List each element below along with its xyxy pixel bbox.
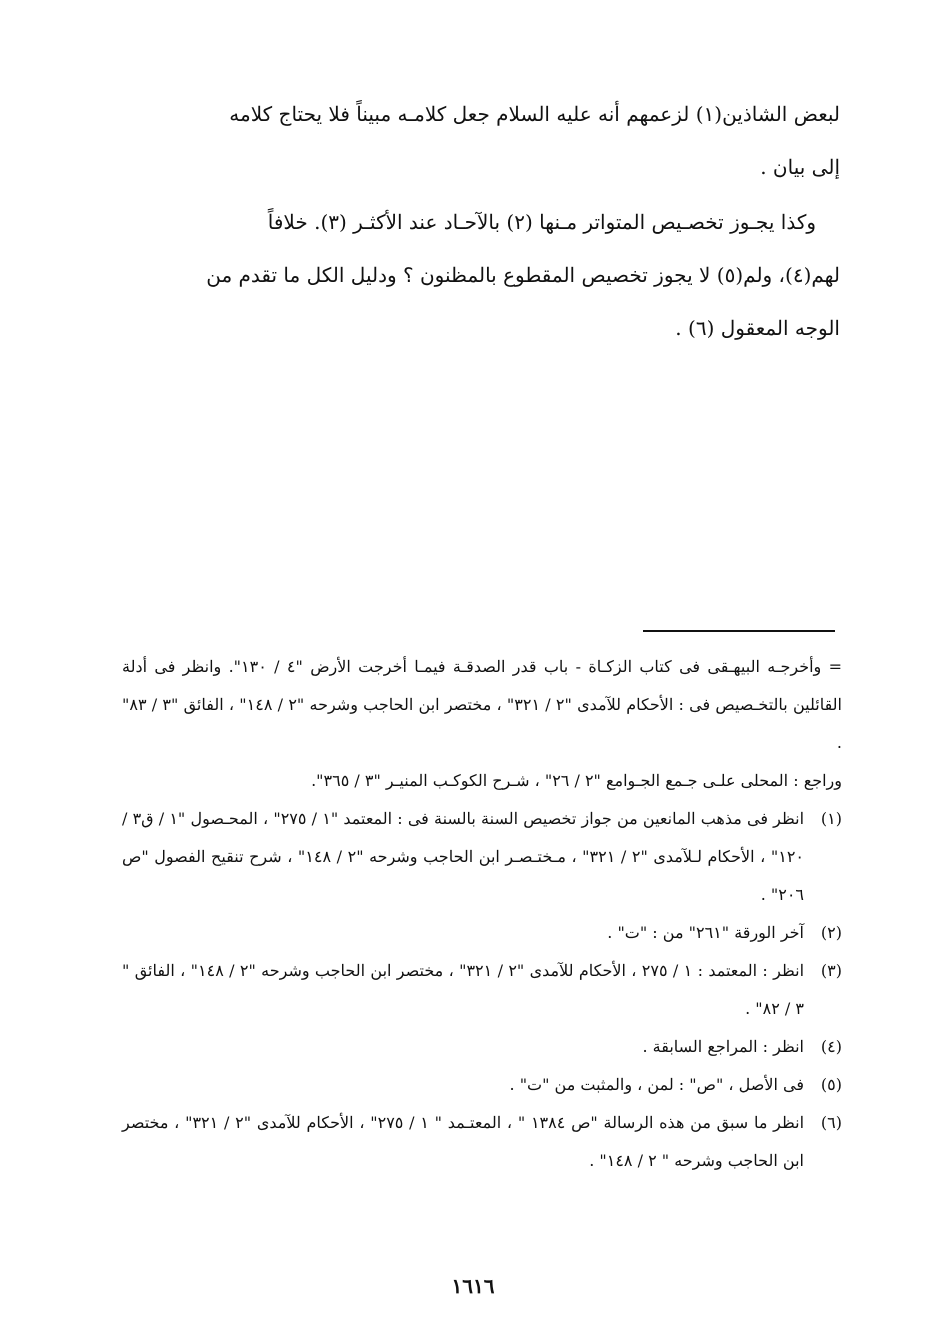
- footnote-text: انظر فى مذهب المانعين من جواز تخصيص السنة بالسنة فى : المعتمد "١ / ٢٧٥" ، المحـصول "١ / ق٣ / ١٢٠" ، الأحكام لـلآمدى "٢ / ٣٢١" ، مـختـصـر ابن الحاجب وشرحه "٢ / ١٤٨" ، شرح تنقيح الفصول "ص ٢٠٦" .: [122, 809, 805, 904]
- paragraph-2-line-2: لهم(٤)، ولم(٥) لا يجوز تخصيص المقطوع بالمظنون ؟ ودليل الكل ما تقدم من: [206, 263, 840, 287]
- footnote-5: [122, 1066, 842, 1104]
- footnote-text: انظر : المعتمد : ١ / ٢٧٥ ، الأحكام للآمدى "٢ / ٣٢١" ، مختصر ابن الحاجب وشرحه "٢ / ١٤٨" ، الفائق " ٣ / ٨٢" .: [122, 961, 805, 1018]
- footnote-continuation-2-text: وراجع : المحلى علـى جـمع الجـوامع "٢ / ٢٦" ، شـرح الكوكـب المنيـر "٣ / ٣٦٥".: [311, 771, 842, 790]
- footnote-number: (١): [820, 809, 842, 828]
- footnote-text: انظر : المراجع السابقة .: [642, 1037, 804, 1056]
- footnote-6: [122, 1104, 842, 1180]
- footnote-text: فى الأصل ، "ص" : لمن ، والمثبت من "ت" .: [509, 1075, 804, 1094]
- footnote-3: [122, 952, 842, 1028]
- footnote-continuation-2: [122, 762, 842, 800]
- footnote-4: [122, 1028, 842, 1066]
- footnote-2: [122, 914, 842, 952]
- footnote-continuation-1-text: = وأخرجـه البيهـقى فى كتاب الزكـاة - باب قدر الصدقـة فيمـا أخرجت الأرض "٤ / ١٣٠". وانظر فى أدلة القائلين بالتخـصيص فى : الأحكام للآمدى "٢ / ٣٢١" ، مختصر ابن الحاجب وشرحه "٢ / ١٤٨" ، الفائق "٣ / ٨٣" .: [122, 657, 843, 752]
- paragraph-1-line-1: لبعض الشاذين(١) لزعمهم أنه عليه السلام جعل كلامـه مبيناً فلا يحتاج كلامه: [229, 102, 840, 126]
- footnote-separator: [643, 630, 835, 632]
- footnote-text: آخر الورقة "٢٦١" من : "ت" .: [607, 923, 804, 942]
- paragraph-2-line-3: الوجه المعقول (٦) .: [675, 316, 840, 340]
- paragraph-1-line-2: إلى بيان .: [760, 155, 840, 179]
- footnote-number: (٤): [820, 1037, 842, 1056]
- footnote-1: [122, 800, 842, 914]
- paragraph-2: [128, 196, 840, 355]
- main-text-block: [128, 88, 840, 355]
- paragraph-2-line-1: وكذا يجـوز تخصـيص المتواتر مـنها (٢) بالآحـاد عند الأكثـر (٣). خلافاً: [267, 210, 816, 234]
- paragraph-1: [128, 88, 840, 194]
- footnote-continuation-1: [122, 648, 842, 762]
- footnotes-block: [122, 648, 842, 1180]
- footnote-number: (٣): [820, 961, 842, 980]
- page-number: ١٦١٦: [451, 1274, 495, 1298]
- footnote-number: (٥): [820, 1075, 842, 1094]
- footnote-text: انظر ما سبق من هذه الرسالة "ص ١٣٨٤ " ، المعتـمد " ١ / ٢٧٥" ، الأحكام للآمدى "٢ / ٣٢١" ، مختصر ابن الحاجب وشرحه " ٢ / ١٤٨" .: [122, 1113, 805, 1170]
- footnote-number: (٢): [820, 923, 842, 942]
- footnote-number: (٦): [820, 1113, 842, 1132]
